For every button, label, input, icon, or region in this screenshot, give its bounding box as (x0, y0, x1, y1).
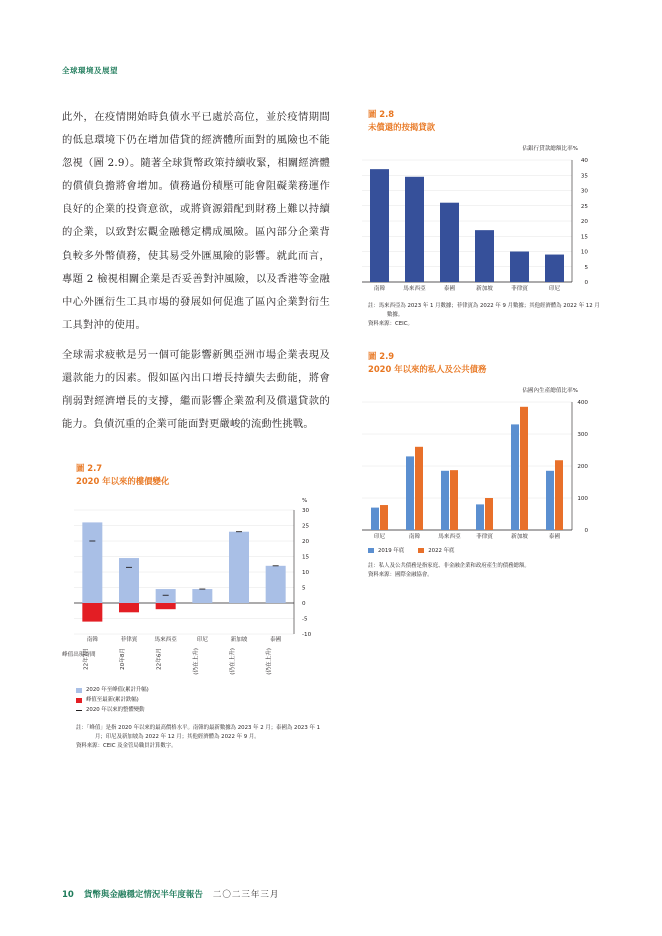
bar-2022-1 (415, 447, 423, 530)
figure-2-8-notes (368, 302, 604, 329)
x-tick-label: 南韓 (86, 637, 98, 643)
y-tick-label: 15 (302, 554, 310, 561)
legend-swatch-net (76, 710, 82, 711)
bar-2019-4 (511, 424, 519, 530)
bar-2022-2 (450, 470, 458, 530)
figure-2-7-legend (76, 685, 149, 715)
y-tick-label: 20 (580, 219, 588, 225)
body-paragraph-1: 此外，在疫情開始時負債水平已處於高位，並於疫情期間的低息環境下仍在增加借貸的經濟體所面對的風險也不能忽視（圖 2.9）。隨著全球貨幣政策持續收緊，相關經濟體的償債負擔將會增加。債務過份積壓可能會阻礙業務運作良好的企業的投資意欲，或將資源錯配到財務上難以持續的企業，以致對宏觀金融穩定構成風險。區內部分企業背負較多外幣債務，使其易受外匯風險的影響。就此而言，專題 2 檢視相關企業是否妥善對沖風險，以及香港等金融中心外匯衍生工具市場的發展如何促進了區內企業對衍生工具對沖的使用。 (62, 111, 330, 331)
y-tick-label: 25 (302, 523, 310, 530)
y-tick-label: 25 (580, 203, 588, 210)
bar-rise (229, 532, 249, 603)
figure-2-8-number: 圖 2.8 (368, 109, 395, 119)
bar-fall (119, 603, 139, 612)
legend-item-net (76, 705, 149, 715)
x-tick-label: 新加坡 (511, 534, 528, 540)
bar-2019-3 (476, 504, 484, 530)
figure-2-9-legend (368, 546, 468, 554)
y-tick-label: 30 (580, 188, 588, 195)
x-tick-label: 馬來西亞 (438, 534, 461, 540)
y-tick-label: 100 (577, 496, 588, 502)
figure-2-8-caption: 未償還的按揭貸款 (368, 122, 435, 132)
x-tick-label: 新加坡 (230, 637, 248, 643)
x-tick-label: 菲律賓 (476, 534, 493, 540)
bar-mortgage-2 (440, 203, 459, 282)
legend-label-net: 2020 年以來的整體變動 (86, 707, 145, 713)
y-tick-label: 30 (302, 508, 310, 514)
report-title: 貨幣與金融穩定情況半年度報告 (83, 890, 203, 900)
bar-2022-4 (520, 407, 528, 530)
bar-2019-0 (371, 508, 379, 530)
figure-2-9-title (368, 350, 486, 376)
y-tick-label: 0 (584, 280, 588, 286)
figure-2-7-note: 註：「峰值」是指 2020 年以來的最高價格水平。南韓的最新數據為 2023 年 2 月；泰國為 2023 年 1 月；印尼及新加坡為 2022 年 12 月；其他經濟體為 2022 年 9 月。 (76, 725, 321, 740)
legend-label-2019: 2019 年底 (378, 548, 405, 554)
figure-2-9-note: 註：私人及公共債務是指家庭、非金融企業和政府產生的債務總額。 (368, 563, 530, 569)
bar-rise (82, 522, 102, 603)
x-tick-label: 印尼 (196, 637, 208, 643)
bar-2019-5 (546, 471, 554, 530)
y-axis-unit: 佔國內生產總值比率% (522, 388, 578, 394)
figure-2-8-note: 註：馬來西亞為 2023 年 1 月數據；菲律賓為 2022 年 9 月數據；其他經濟體為 2022 年 12 月數據。 (368, 303, 600, 318)
figure-2-9-source: 資料來源：國際金融協會。 (368, 572, 433, 578)
bar-fall (156, 603, 176, 609)
report-date: 二〇二三年三月 (212, 890, 280, 900)
bar-fall (82, 603, 102, 622)
bar-rise (156, 589, 176, 603)
figure-2-9-notes (368, 562, 604, 580)
figure-2-7-chart (62, 494, 324, 684)
x-tick-label: 印尼 (373, 534, 386, 540)
y-tick-label: -5 (302, 616, 308, 623)
bar-mortgage-4 (510, 252, 529, 283)
bar-mortgage-3 (475, 230, 494, 282)
legend-label-rise: 2020 年至峰值(累計升幅) (86, 687, 149, 693)
legend-item-2019 (368, 546, 404, 554)
peak-time-label: (仍在上升) (193, 648, 200, 675)
x-tick-label: 泰國 (443, 286, 456, 292)
figure-2-8-source: 資料來源：CEIC。 (368, 321, 413, 327)
y-tick-label: 15 (580, 234, 588, 241)
y-tick-label: 20 (302, 539, 310, 545)
y-tick-label: 200 (577, 464, 588, 470)
bar-mortgage-5 (545, 255, 564, 282)
x-tick-label: 新加坡 (476, 286, 493, 292)
legend-swatch-2022 (418, 548, 424, 553)
y-tick-label: 10 (580, 249, 588, 256)
figure-2-7-notes (76, 724, 324, 751)
bar-2022-0 (380, 505, 388, 530)
legend-item-fall (76, 695, 149, 705)
y-tick-label: 40 (580, 158, 588, 164)
y-tick-label: 5 (584, 264, 588, 271)
peak-time-axis-label: 峰值出現時間 (62, 652, 96, 658)
y-axis-unit: % (302, 498, 308, 504)
y-tick-label: 10 (302, 570, 310, 576)
bar-rise (266, 566, 286, 603)
figure-2-7-number: 圖 2.7 (76, 463, 103, 473)
x-tick-label: 馬來西亞 (403, 286, 426, 292)
figure-2-7-source: 資料來源：CEIC 及金管局職員計算數字。 (76, 743, 177, 749)
x-tick-label: 泰國 (548, 534, 561, 540)
figure-2-8-title (368, 108, 435, 134)
legend-swatch-rise (76, 688, 82, 693)
figure-2-8-chart (362, 142, 602, 294)
legend-label-2022: 2022 年底 (428, 548, 455, 554)
peak-time-label: 20年8月 (120, 648, 126, 670)
x-tick-label: 南韓 (373, 286, 386, 292)
peak-time-label: (仍在上升) (266, 648, 273, 675)
peak-time-label: (仍在上升) (230, 648, 236, 675)
legend-label-fall: 峰值至最新(累計跌幅) (86, 697, 139, 703)
y-tick-label: 0 (584, 528, 588, 534)
bar-2019-2 (441, 471, 449, 530)
bar-rise (119, 558, 139, 603)
page-number: 10 (62, 890, 74, 900)
figure-2-9-chart (362, 384, 602, 542)
body-paragraph-2: 全球需求疲軟是另一個可能影響新興亞洲市場企業表現及還款能力的因素。假如區內出口增長持續失去動能，將會削弱對經濟增長的支撐，繼而影響企業盈利及償還貸款的能力。負債沉重的企業可能面對更嚴峻的流動性挑戰。 (62, 349, 330, 431)
peak-time-label: 22年6月 (156, 648, 163, 670)
x-tick-label: 南韓 (408, 534, 421, 540)
legend-item-2022 (418, 546, 454, 554)
bar-mortgage-1 (405, 177, 424, 282)
y-tick-label: 300 (577, 432, 588, 438)
bar-mortgage-0 (370, 169, 389, 282)
y-tick-label: 5 (302, 585, 306, 592)
bar-rise (192, 589, 212, 603)
peak-time-label: 22年7月 (83, 648, 90, 670)
legend-swatch-fall (76, 698, 82, 703)
bar-2019-1 (406, 456, 414, 530)
legend-swatch-2019 (368, 548, 374, 553)
x-tick-label: 菲律賓 (120, 637, 138, 643)
section-header: 全球環境及展望 (62, 66, 118, 75)
y-tick-label: 400 (577, 400, 588, 406)
y-tick-label: 0 (302, 601, 306, 607)
figure-2-7-caption: 2020 年以來的樓價變化 (76, 476, 170, 486)
x-tick-label: 馬來西亞 (154, 637, 177, 643)
y-axis-unit: 佔銀行貸款總額比率% (522, 146, 578, 152)
figure-2-9-caption: 2020 年以來的私人及公共債務 (368, 364, 487, 374)
figure-2-7-title (76, 462, 169, 488)
bar-2022-5 (555, 460, 563, 530)
figure-2-9-number: 圖 2.9 (368, 351, 395, 361)
x-tick-label: 泰國 (270, 637, 282, 643)
x-tick-label: 菲律賓 (511, 286, 528, 292)
bar-2022-3 (485, 498, 493, 530)
page-footer (62, 888, 279, 900)
y-tick-label: 35 (580, 173, 588, 180)
y-tick-label: -10 (302, 632, 312, 638)
x-tick-label: 印尼 (548, 286, 561, 292)
legend-item-rise (76, 685, 149, 695)
